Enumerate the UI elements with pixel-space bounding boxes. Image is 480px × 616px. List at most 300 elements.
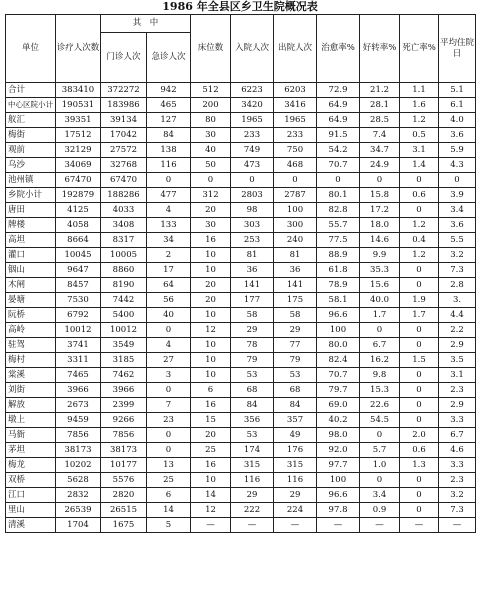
row-cell: 58.1	[317, 293, 360, 308]
row-cell: 8190	[101, 278, 147, 293]
row-cell: 5628	[56, 473, 101, 488]
row-cell: 3	[147, 368, 191, 383]
row-cell: 312	[191, 188, 231, 203]
row-cell: 0	[400, 398, 439, 413]
table-row	[6, 368, 476, 383]
row-cell: 1.2	[400, 113, 439, 128]
row-cell: 61.8	[317, 263, 360, 278]
row-cell: 92.0	[317, 443, 360, 458]
row-cell: 4.0	[439, 113, 476, 128]
row-cell: 1704	[56, 518, 101, 533]
row-cell: 80	[191, 113, 231, 128]
row-cell: 96.6	[317, 308, 360, 323]
row-cell: 0	[400, 278, 439, 293]
row-cell: 78.9	[317, 278, 360, 293]
header-outpatient-total: 诊疗人次数	[56, 15, 101, 83]
row-cell: 141	[231, 278, 274, 293]
row-cell: 40.0	[360, 293, 400, 308]
header-beds: 床位数	[191, 15, 231, 83]
row-cell: 3.5	[439, 353, 476, 368]
table-row	[6, 293, 476, 308]
row-cell: 10012	[101, 323, 147, 338]
row-cell: 0.6	[400, 443, 439, 458]
row-cell: 17512	[56, 128, 101, 143]
row-cell: 1965	[231, 113, 274, 128]
row-cell: 10	[191, 473, 231, 488]
row-cell: 100	[317, 473, 360, 488]
row-cell: 4125	[56, 203, 101, 218]
row-cell: 77.5	[317, 233, 360, 248]
row-cell: 116	[274, 473, 317, 488]
row-cell: 5.7	[360, 443, 400, 458]
header-unit: 单位	[6, 15, 56, 83]
row-cell: 372272	[101, 83, 147, 98]
row-cell: 24.9	[360, 158, 400, 173]
row-cell: 32768	[101, 158, 147, 173]
table-row	[6, 323, 476, 338]
row-cell: 0	[400, 173, 439, 188]
row-cell: 3.	[439, 293, 476, 308]
row-cell: 512	[191, 83, 231, 98]
row-cell: 0	[147, 323, 191, 338]
row-cell: 7.3	[439, 263, 476, 278]
table-row	[6, 398, 476, 413]
row-cell: 27	[147, 353, 191, 368]
row-cell: 10	[191, 338, 231, 353]
row-cell: 6.7	[360, 338, 400, 353]
row-cell: 40.2	[317, 413, 360, 428]
row-cell: 3.3	[439, 458, 476, 473]
row-unit-name: 中心区院小计	[6, 98, 56, 113]
table-title: 1986 年全县区乡卫生院概况表	[162, 0, 318, 13]
row-cell: 8317	[101, 233, 147, 248]
row-cell: 10202	[56, 458, 101, 473]
row-cell: 2399	[101, 398, 147, 413]
row-cell: 0	[274, 173, 317, 188]
row-cell: 200	[191, 98, 231, 113]
row-cell: 64.9	[317, 98, 360, 113]
row-cell: 1.7	[360, 308, 400, 323]
row-cell: 3.4	[360, 488, 400, 503]
row-cell: 98.0	[317, 428, 360, 443]
row-cell: 69.0	[317, 398, 360, 413]
row-cell: 10	[191, 368, 231, 383]
row-cell: 25	[147, 473, 191, 488]
row-cell: 4.4	[439, 308, 476, 323]
row-cell: 0.5	[400, 128, 439, 143]
row-cell: 58	[231, 308, 274, 323]
table-row	[6, 473, 476, 488]
row-unit-name: 马衙	[6, 428, 56, 443]
row-cell: 14	[147, 503, 191, 518]
row-cell: 4	[147, 338, 191, 353]
row-cell: 1.4	[400, 158, 439, 173]
row-cell: 3549	[101, 338, 147, 353]
row-cell: 14	[191, 488, 231, 503]
row-cell: 27572	[101, 143, 147, 158]
table-row	[6, 308, 476, 323]
row-cell: 6.7	[439, 428, 476, 443]
row-cell: 222	[231, 503, 274, 518]
row-unit-name: 木闸	[6, 278, 56, 293]
row-cell: —	[274, 518, 317, 533]
row-cell: 253	[231, 233, 274, 248]
row-cell: 91.5	[317, 128, 360, 143]
row-cell: 7442	[101, 293, 147, 308]
row-cell: 29	[231, 488, 274, 503]
row-cell: 2820	[101, 488, 147, 503]
row-unit-name: 江口	[6, 488, 56, 503]
row-cell: 468	[274, 158, 317, 173]
table-row	[6, 113, 476, 128]
row-cell: 25	[191, 443, 231, 458]
row-cell: 58	[274, 308, 317, 323]
table-row	[6, 233, 476, 248]
table-row	[6, 218, 476, 233]
header-outpatient: 门诊人次	[101, 33, 147, 83]
row-cell: 15.8	[360, 188, 400, 203]
row-cell: 84	[147, 128, 191, 143]
table-row	[6, 143, 476, 158]
row-cell: 55.7	[317, 218, 360, 233]
row-cell: 2832	[56, 488, 101, 503]
row-cell: 39134	[101, 113, 147, 128]
row-cell: 16	[191, 458, 231, 473]
row-cell: 4	[147, 203, 191, 218]
row-cell: 183986	[101, 98, 147, 113]
row-cell: 2.9	[439, 338, 476, 353]
row-cell: 15.3	[360, 383, 400, 398]
row-cell: 3.2	[439, 248, 476, 263]
row-cell: 4033	[101, 203, 147, 218]
row-cell: 29	[274, 323, 317, 338]
row-cell: 97.7	[317, 458, 360, 473]
row-cell: 28.1	[360, 98, 400, 113]
table-row	[6, 173, 476, 188]
row-cell: 17042	[101, 128, 147, 143]
table-row	[6, 428, 476, 443]
row-cell: 138	[147, 143, 191, 158]
row-cell: 21.2	[360, 83, 400, 98]
row-cell: 0.6	[400, 188, 439, 203]
row-cell: 0	[360, 173, 400, 188]
row-cell: 16	[191, 233, 231, 248]
row-cell: 68	[274, 383, 317, 398]
row-cell: 49	[274, 428, 317, 443]
row-cell: 0.4	[400, 233, 439, 248]
row-cell: 315	[274, 458, 317, 473]
row-unit-name: 灌口	[6, 248, 56, 263]
table-row	[6, 278, 476, 293]
table-row	[6, 338, 476, 353]
row-cell: 10	[191, 248, 231, 263]
row-cell: 0	[400, 383, 439, 398]
row-cell: 96.6	[317, 488, 360, 503]
row-cell: 2.8	[439, 278, 476, 293]
row-cell: 6	[191, 383, 231, 398]
row-cell: 72.9	[317, 83, 360, 98]
row-cell: 8457	[56, 278, 101, 293]
row-cell: 2.3	[439, 473, 476, 488]
row-cell: 3420	[231, 98, 274, 113]
row-cell: 40	[191, 143, 231, 158]
row-cell: 30	[191, 128, 231, 143]
row-cell: 1.5	[400, 353, 439, 368]
row-cell: 300	[274, 218, 317, 233]
row-cell: 0	[147, 173, 191, 188]
row-cell: 7462	[101, 368, 147, 383]
row-cell: 2	[147, 248, 191, 263]
table-row	[6, 128, 476, 143]
row-cell: 20	[191, 428, 231, 443]
row-cell: —	[439, 518, 476, 533]
row-cell: 175	[274, 293, 317, 308]
row-cell: 88.9	[317, 248, 360, 263]
row-cell: 82.8	[317, 203, 360, 218]
row-cell: 749	[231, 143, 274, 158]
row-unit-name: 牌楼	[6, 218, 56, 233]
table-row	[6, 488, 476, 503]
row-unit-name: 梅龙	[6, 458, 56, 473]
row-cell: 7.3	[439, 503, 476, 518]
row-unit-name: 唐田	[6, 203, 56, 218]
row-cell: 1.9	[400, 293, 439, 308]
row-unit-name: 解放	[6, 398, 56, 413]
row-cell: 176	[274, 443, 317, 458]
row-cell: 5.9	[439, 143, 476, 158]
row-cell: 56	[147, 293, 191, 308]
row-cell: 29	[231, 323, 274, 338]
row-cell: 36	[274, 263, 317, 278]
table-row	[6, 413, 476, 428]
row-cell: 29	[274, 488, 317, 503]
row-cell: 7.4	[360, 128, 400, 143]
table-row	[6, 263, 476, 278]
row-cell: 67470	[56, 173, 101, 188]
row-unit-name: 阮桥	[6, 308, 56, 323]
row-cell: 54.2	[317, 143, 360, 158]
row-cell: 36	[231, 263, 274, 278]
row-cell: 0	[400, 413, 439, 428]
row-cell: 79.7	[317, 383, 360, 398]
row-cell: 79	[231, 353, 274, 368]
row-cell: 750	[274, 143, 317, 158]
table-row	[6, 518, 476, 533]
row-cell: 26515	[101, 503, 147, 518]
header-cure-rate: 治愈率%	[317, 15, 360, 83]
row-unit-name: 铟山	[6, 263, 56, 278]
row-unit-name: 舣汇	[6, 113, 56, 128]
table-row	[6, 83, 476, 98]
row-cell: 10012	[56, 323, 101, 338]
table-body	[6, 83, 476, 533]
row-cell: 100	[274, 203, 317, 218]
row-cell: 10	[191, 263, 231, 278]
row-cell: 8860	[101, 263, 147, 278]
row-cell: 7856	[101, 428, 147, 443]
table-row	[6, 383, 476, 398]
row-cell: 70.7	[317, 368, 360, 383]
row-cell: 9647	[56, 263, 101, 278]
row-cell: 3.1	[400, 143, 439, 158]
row-cell: 2.3	[439, 383, 476, 398]
table-row	[6, 158, 476, 173]
row-cell: —	[317, 518, 360, 533]
row-cell: 8664	[56, 233, 101, 248]
row-cell: 6	[147, 488, 191, 503]
row-unit-name: 里山	[6, 503, 56, 518]
row-cell: 133	[147, 218, 191, 233]
row-cell: 2673	[56, 398, 101, 413]
row-cell: 64	[147, 278, 191, 293]
row-cell: 192879	[56, 188, 101, 203]
row-cell: 3966	[56, 383, 101, 398]
row-cell: 0	[400, 488, 439, 503]
row-cell: 20	[191, 278, 231, 293]
row-cell: 17	[147, 263, 191, 278]
row-cell: 82.4	[317, 353, 360, 368]
row-unit-name: 合计	[6, 83, 56, 98]
table-row	[6, 503, 476, 518]
row-cell: 17.2	[360, 203, 400, 218]
row-cell: 240	[274, 233, 317, 248]
row-cell: 3.2	[439, 488, 476, 503]
row-cell: 3.3	[439, 413, 476, 428]
row-cell: 80.0	[317, 338, 360, 353]
row-unit-name: 乡院小计	[6, 188, 56, 203]
row-cell: 15.6	[360, 278, 400, 293]
row-cell: 6.1	[439, 98, 476, 113]
row-cell: 64.9	[317, 113, 360, 128]
row-cell: 12	[191, 323, 231, 338]
header-emergency: 急诊人次	[147, 33, 191, 83]
row-cell: 2.9	[439, 398, 476, 413]
row-cell: —	[360, 518, 400, 533]
row-cell: 9266	[101, 413, 147, 428]
row-cell: 3.4	[439, 203, 476, 218]
header-avg-stay: 平均住院日	[439, 15, 476, 83]
row-unit-name: 驻驾	[6, 338, 56, 353]
row-cell: 0	[400, 263, 439, 278]
row-cell: 53	[231, 428, 274, 443]
row-cell: 1.6	[400, 98, 439, 113]
row-cell: 30	[191, 218, 231, 233]
row-cell: 0	[147, 428, 191, 443]
header-death-rate: 死亡率%	[400, 15, 439, 83]
row-cell: 34	[147, 233, 191, 248]
row-cell: 10045	[56, 248, 101, 263]
row-cell: 20	[191, 293, 231, 308]
row-unit-name: 双桥	[6, 473, 56, 488]
row-cell: 68	[231, 383, 274, 398]
row-cell: 0	[147, 443, 191, 458]
row-cell: 1.2	[400, 218, 439, 233]
row-unit-name: 乌沙	[6, 158, 56, 173]
row-cell: 6223	[231, 83, 274, 98]
row-cell: 0	[231, 173, 274, 188]
row-cell: 7465	[56, 368, 101, 383]
row-cell: 3.6	[439, 218, 476, 233]
row-cell: 10177	[101, 458, 147, 473]
row-cell: 0	[400, 323, 439, 338]
row-cell: 84	[274, 398, 317, 413]
row-cell: 97.8	[317, 503, 360, 518]
row-unit-name: 墩上	[6, 413, 56, 428]
row-cell: 40	[147, 308, 191, 323]
row-cell: 9.8	[360, 368, 400, 383]
row-cell: 34.7	[360, 143, 400, 158]
table-row	[6, 248, 476, 263]
row-cell: 79	[274, 353, 317, 368]
row-cell: 67470	[101, 173, 147, 188]
row-cell: 383410	[56, 83, 101, 98]
table-row	[6, 458, 476, 473]
row-cell: 357	[274, 413, 317, 428]
row-cell: 1.1	[400, 83, 439, 98]
row-cell: 465	[147, 98, 191, 113]
table-row	[6, 353, 476, 368]
row-cell: 32129	[56, 143, 101, 158]
row-cell: 6792	[56, 308, 101, 323]
row-cell: 942	[147, 83, 191, 98]
row-cell: 0	[400, 203, 439, 218]
row-cell: 70.7	[317, 158, 360, 173]
row-cell: 54.5	[360, 413, 400, 428]
row-cell: 473	[231, 158, 274, 173]
row-cell: 7856	[56, 428, 101, 443]
row-cell: 5.1	[439, 83, 476, 98]
row-cell: 84	[231, 398, 274, 413]
row-cell: 3416	[274, 98, 317, 113]
row-unit-name: 晏塘	[6, 293, 56, 308]
row-cell: 3408	[101, 218, 147, 233]
row-cell: 233	[274, 128, 317, 143]
row-cell: 2.0	[400, 428, 439, 443]
row-cell: 10005	[101, 248, 147, 263]
row-cell: 78	[231, 338, 274, 353]
row-cell: 2.2	[439, 323, 476, 338]
row-cell: 22.6	[360, 398, 400, 413]
row-cell: 35.3	[360, 263, 400, 278]
row-cell: 28.5	[360, 113, 400, 128]
row-cell: 1.0	[360, 458, 400, 473]
row-cell: 53	[231, 368, 274, 383]
row-cell: 10	[191, 353, 231, 368]
row-cell: 0	[400, 503, 439, 518]
row-unit-name: 高岭	[6, 323, 56, 338]
row-cell: 0	[360, 428, 400, 443]
row-cell: 23	[147, 413, 191, 428]
row-cell: 77	[274, 338, 317, 353]
row-cell: 0.9	[360, 503, 400, 518]
row-cell: 5	[147, 518, 191, 533]
table-row	[6, 98, 476, 113]
row-cell: 0	[439, 173, 476, 188]
row-cell: 1.7	[400, 308, 439, 323]
row-cell: 356	[231, 413, 274, 428]
header-discharges: 出院人次	[274, 15, 317, 83]
row-cell: 98	[231, 203, 274, 218]
row-cell: 315	[231, 458, 274, 473]
row-cell: 4.6	[439, 443, 476, 458]
row-cell: 80.1	[317, 188, 360, 203]
row-cell: 3311	[56, 353, 101, 368]
row-unit-name: 梅村	[6, 353, 56, 368]
row-cell: 0	[360, 473, 400, 488]
row-cell: 1.3	[400, 458, 439, 473]
row-cell: 10	[191, 308, 231, 323]
row-cell: —	[231, 518, 274, 533]
